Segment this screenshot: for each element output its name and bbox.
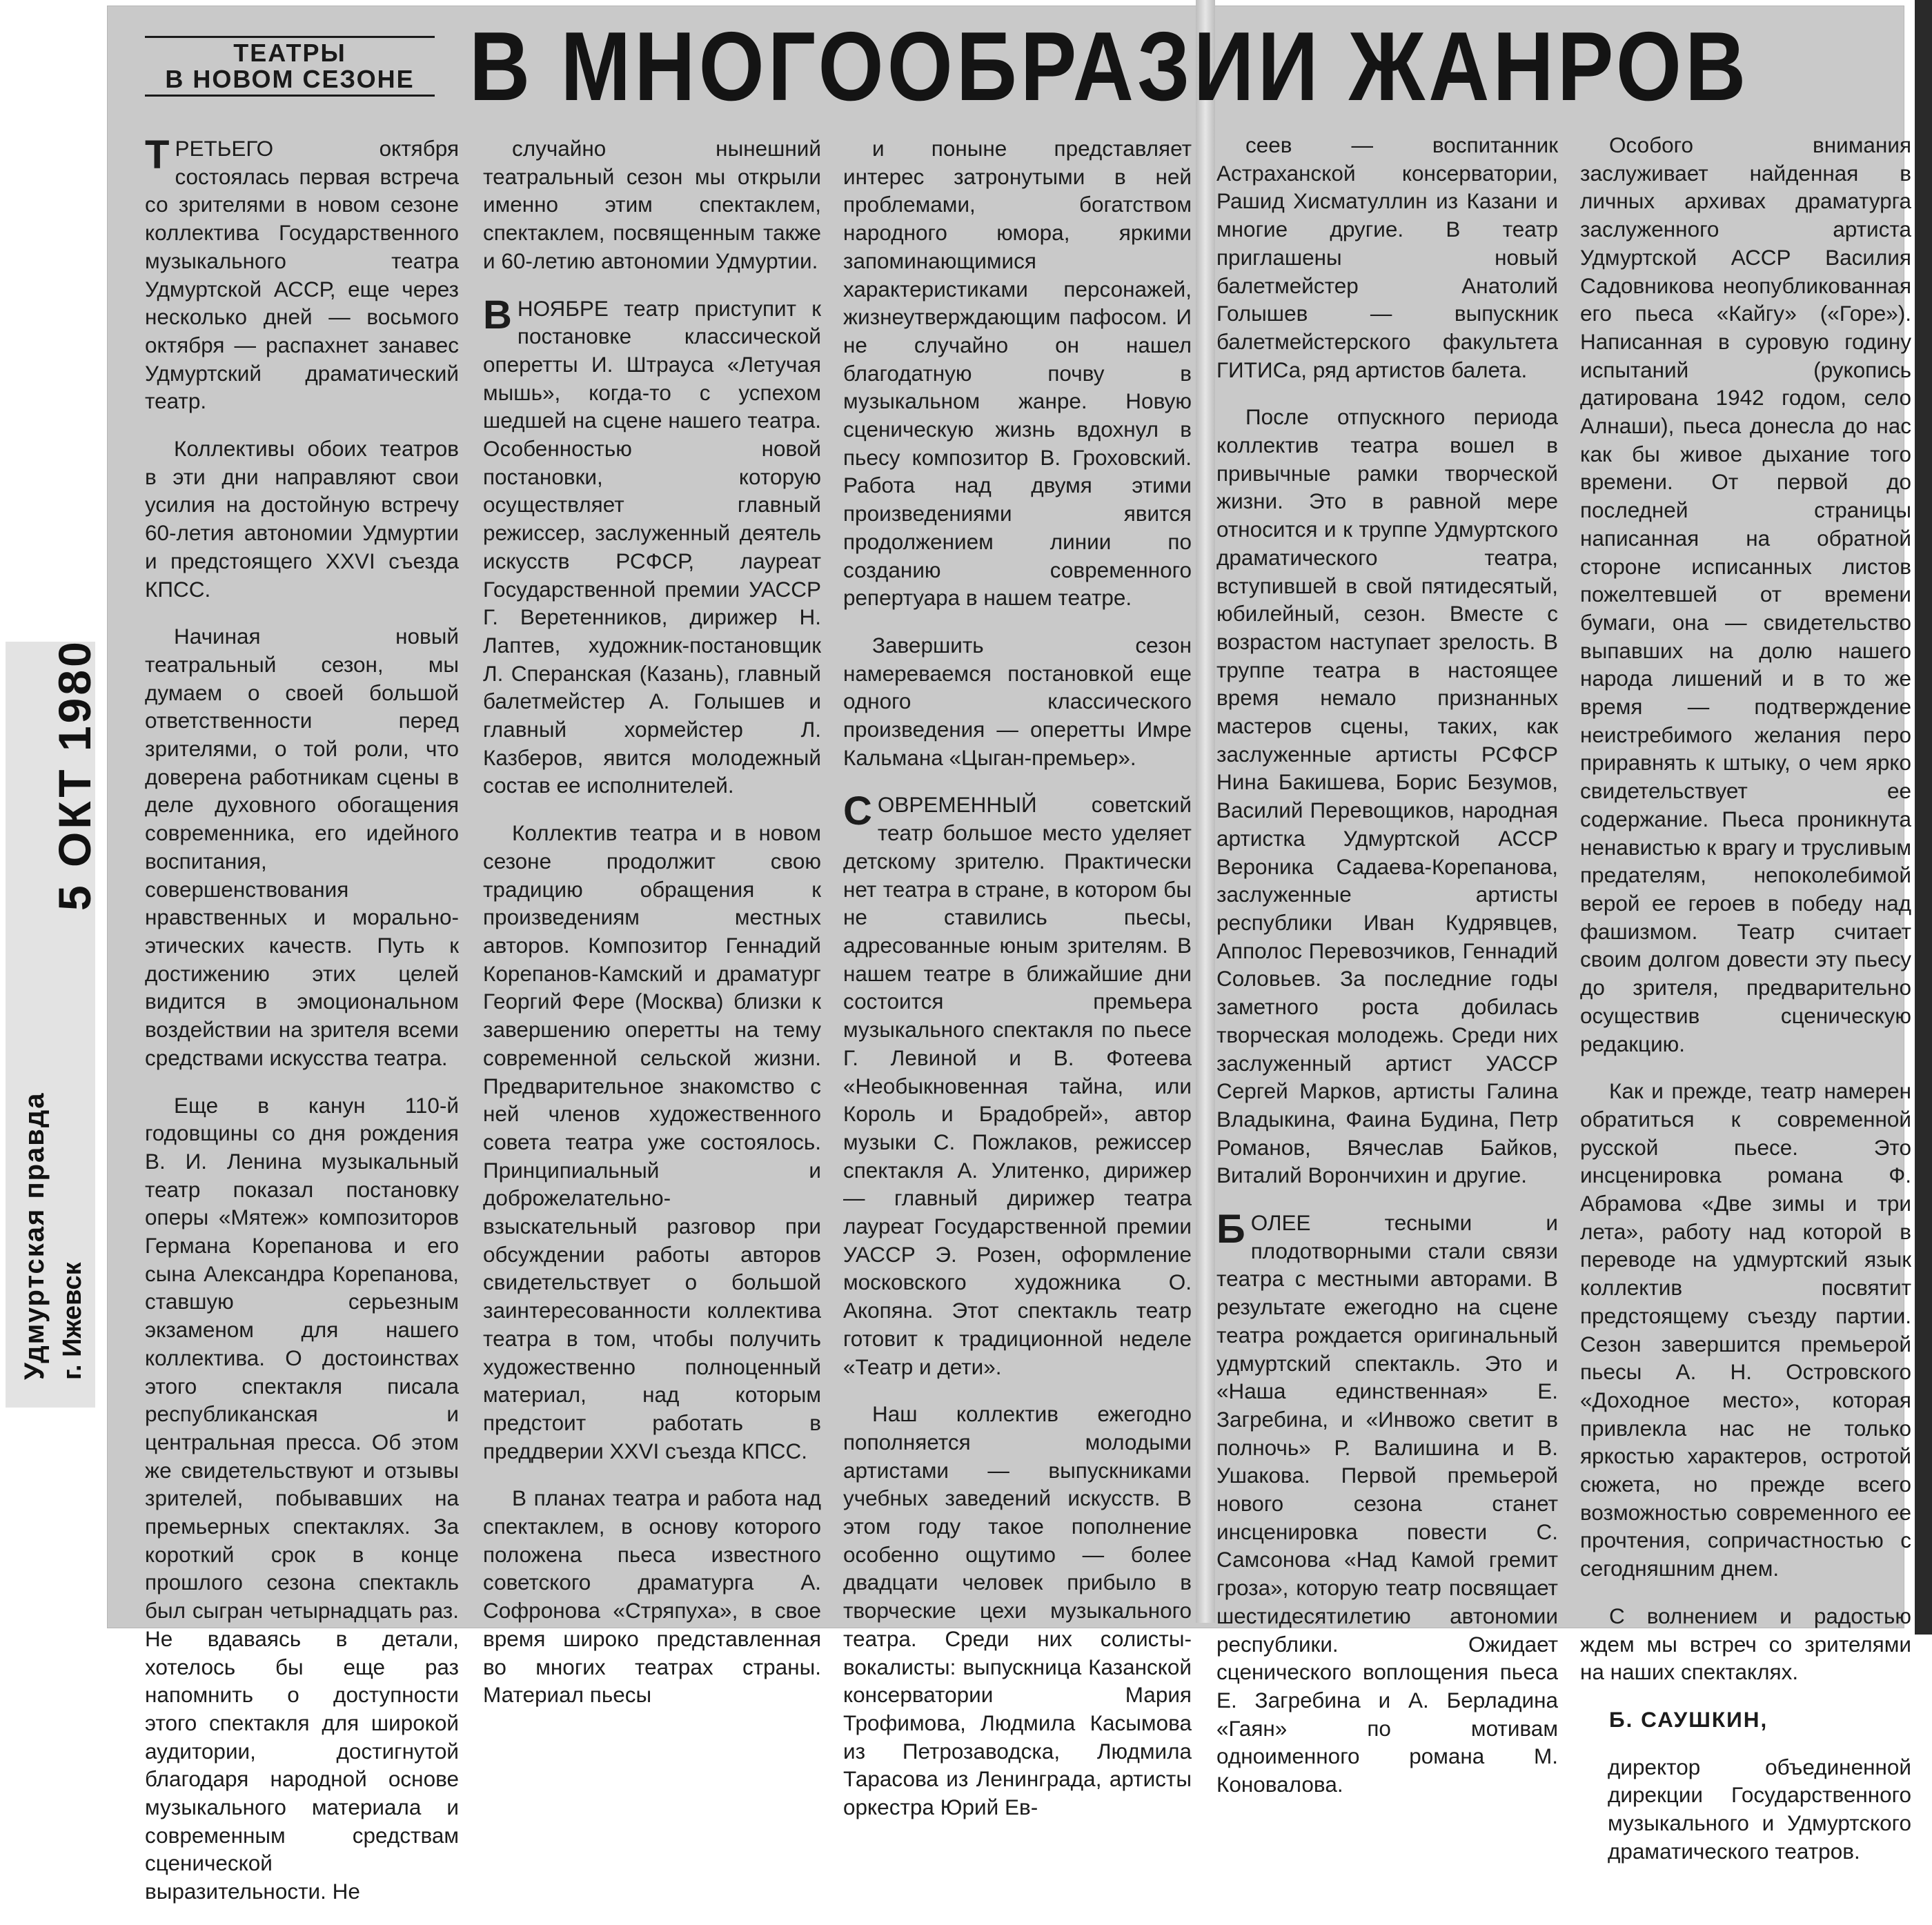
paragraph bbox=[1580, 131, 1911, 1058]
stamp-newspaper-name: Удмуртская правда bbox=[19, 1092, 50, 1380]
column-5-paragraphs bbox=[1580, 131, 1911, 1686]
paper-fold bbox=[1196, 0, 1215, 1623]
rubric bbox=[145, 36, 435, 97]
drop-cap: Б bbox=[1216, 1207, 1245, 1252]
paragraph bbox=[483, 1484, 821, 1709]
paragraph bbox=[1216, 131, 1558, 384]
paragraph-text: НОЯБРЕ театр приступит к постановке классической оперетты И. Штрауса «Летучая мышь», когда-то с успехом шедшей на сцене нашего театра. Особенностью новой постановки, которую осуществляет главный режиссер, заслуженный деятель искусств РСФСР, лауреат Государственной премии УАССР Г. Веретенников, дирижер Н. Лаптев, художник-постановщик Л. Сперанская (Казань), главный балетмейстер А. Голышев и главный хормейстер Л. Казберов, явится молодежный состав ее исполнителей. bbox=[483, 295, 821, 798]
paragraph bbox=[145, 622, 459, 1072]
paragraph-text: Наш коллектив ежегодно пополняется молодыми артистами — выпускниками учебных заведений искусств. В этом году такое пополнение особенно ощутимо — более двадцати человек прибыло в творческие цехи музыкального театра. Среди них солисты-вокалисты: выпускница Казанской консерватории Мария Трофимова, Людмила Касымова из Петрозаводска, Людмила Тарасова из Ленинграда, артисты оркестра Юрий Ев- bbox=[843, 1401, 1192, 1820]
paragraph-text: После отпускного периода коллектив театра вошел в привычные рамки творческой жизни. Это в равной мере относится и к труппе Удмуртского драматического театра, вступившей в свой пятидесятый, юбилейный, сезон. Вместе с возрастом наступает зрелость. В труппе театра в настоящее время немало признанных мастеров сцены, таких, как заслуженные артисты РСФСР Нина Бакишева, Борис Безумов, Василий Перевощиков, народная артистка Удмуртской АССР Вероника Садаева-Корепанова, заслуженные артисты республики Иван Кудрявцев, Апполос Перевозчиков, Геннадий Соловьев. За последние годы заметного роста добилась творческая молодежь. Среди них заслуженный артист УАССР Сергей Марков, артисты Галина Владыкина, Фаина Будина, Петр Романов, Вячеслав Байков, Виталий Ворончихин и другие. bbox=[1216, 404, 1558, 1188]
paragraph-text: Особого внимания заслуживает найденная в личных архивах драматурга заслуженного артиста Удмуртской АССР Василия Садовникова неопубликованная его пьеса «Кайгу» («Горе»). Написанная в суровую годину испытаний (рукопись датирована 1942 годом, село Алнаши), пьеса донесла до нас как бы живое дыхание того времени. От первой до последней страницы написанная на обратной стороне исписанных листов пожелтевшей от времени бумаги, она — свидетельство выпавших на долю нашего народа лишений и в то же время — подтверждение неистребимого желания перо приравнять к штыку, о чем ярко свидетельствует ее содержание. Пьеса проникнута ненавистью к врагу и трусливым предателям, непоколебимой верой ее героев в победу над фашизмом. Театр считает своим долгом довести эту пьесу до зрителя, предварительно осуществив сценическую редакцию. bbox=[1580, 132, 1911, 1056]
article-column-3 bbox=[843, 135, 1192, 1841]
paragraph-text: Еще в канун 110-й годовщины со дня рождения В. И. Ленина музыкальный театр показал постановку оперы «Мятеж» композиторов Германа Корепанова и его сына Александра Корепанова, ставшую серьезным экзаменом для нашего коллектива. О достоинствах этого спектакля писала республиканская и центральная пресса. Об этом же свидетельствуют и отзывы зрителей, побывавших на премьерных спектаклях. За короткий срок в конце прошлого сезона спектакль был сыгран четырнадцать раз. Не вдаваясь в детали, хотелось бы еще раз напомнить о доступности этого спектакля для широкой аудитории, достигнутой благодаря народной основе музыкального материала и современным средствам сценической выразительности. Не bbox=[145, 1092, 459, 1904]
paragraph-text: ОВРЕМЕННЫЙ советский театр большое место уделяет детскому зрителю. Практически нет театра в стране, в котором бы не ставились пьесы, адресованные юным зрителям. В нашем театре в ближайшие дни состоится премьера музыкального спектакля по пьесе Г. Левиной и В. Фотеева «Необыкновенная тайна, или Король и Брадобрей», автор музыки С. Пожлаков, режиссер спектакля А. Улитенко, дирижер — главный дирижер театра лауреат Государственной премии УАССР Э. Розен, оформление московского художника О. Акопяна. Этот спектакль театр готовит к традиционной неделе «Театр и дети». bbox=[843, 792, 1192, 1379]
scan-edge bbox=[1915, 0, 1932, 1635]
article-column-1 bbox=[145, 132, 459, 1925]
paragraph-text: Коллектив театра и в новом сезоне продолжит свою традицию обращения к произведениям местных авторов. Композитор Геннадий Корепанов-Камский и драматург Георгий Фере (Москва) близки к завершению оперетты на тему современной сельской жизни. Предварительное знакомство с ней членов художественного совета театра уже состоялось. Принципиальный и доброжелательно-взыскательный разговор при обсуждении работы авторов свидетельствует о большой заинтересованности коллектива театра в том, чтобы получить художественно полноценный материал, над которым предстоит работать в преддверии XXVI съезда КПСС. bbox=[483, 820, 821, 1463]
paragraph bbox=[1216, 403, 1558, 1189]
signature-role: директор объединенной дирекции Государственного музыкального и Удмуртского драматического театров. bbox=[1608, 1754, 1911, 1864]
stamp-date: 5 ОКТ 1980 bbox=[49, 639, 100, 911]
rubric-line-1: ТЕАТРЫ bbox=[233, 39, 346, 67]
drop-cap: В bbox=[483, 292, 512, 337]
paragraph bbox=[483, 819, 821, 1465]
paragraph bbox=[1216, 1209, 1558, 1799]
signature bbox=[1580, 1706, 1911, 1866]
paragraph bbox=[843, 791, 1192, 1381]
paragraph-text: В планах театра и работа над спектаклем, в основу которого положена пьеса известного советского драматурга А. Софронова «Стряпуха», в свое время широко представленная во многих театрах страны. Материал пьесы bbox=[483, 1485, 821, 1708]
rubric-line-2: В НОВОМ СЕЗОНЕ bbox=[165, 65, 415, 93]
article-column-5 bbox=[1580, 131, 1911, 1865]
signature-name: Б. САУШКИН, bbox=[1609, 1706, 1768, 1732]
paragraph-text: и поныне представляет интерес затронутыми в ней проблемами, богатством народного юмора, яркими запоминающимися характеристиками персонажей, жизнеутверждающим пафосом. И не случайно он нашел благодатную почву в музыкальном жанре. Новую сценическую жизнь вдохнул в пьесу композитор В. Гроховский. Работа над двумя этими произведениями явится продолжением линии по созданию современного репертуара в нашем театре. bbox=[843, 136, 1192, 611]
paragraph-text: С волнением и радостью ждем мы встреч со зрителями на наших спектаклях. bbox=[1580, 1603, 1911, 1685]
article-column-4 bbox=[1216, 131, 1558, 1818]
paragraph bbox=[843, 135, 1192, 612]
paragraph bbox=[145, 435, 459, 603]
drop-cap: Т bbox=[145, 132, 170, 177]
paragraph-text: РЕТЬЕГО октября состоялась первая встреча со зрителями в новом сезоне коллектива Государственного музыкального театра Удмуртской АССР, еще через несколько дней — восьмого октября — распахнет занавес Удмуртский драматический театр. bbox=[145, 136, 459, 414]
paragraph bbox=[145, 132, 459, 415]
paragraph bbox=[483, 292, 821, 800]
paragraph-text: Коллективы обоих театров в эти дни направляют свои усилия на достойную встречу 60-летия автономии Удмуртии и предстоящего XXVI съезда КПСС. bbox=[145, 436, 459, 602]
headline: В МНОГООБРАЗИИ ЖАНРОВ bbox=[469, 12, 1750, 121]
article-column-2 bbox=[483, 135, 821, 1728]
drop-cap: С bbox=[843, 789, 872, 834]
paragraph-text: сеев — воспитанник Астраханской консерватории, Рашид Хисматуллин из Казани и многие другие. В театр приглашены новый балетмейстер Анатолий Голышев — выпускник балетмейстерского факультета ГИТИСа, ряд артистов балета. bbox=[1216, 132, 1558, 382]
paragraph-text: Как и прежде, театр намерен обратиться к современной русской пьесе. Это инсценировка романа Ф. Абрамова «Две зимы и три лета», работу над которой в переводе на удмуртский язык коллектив посвятит предстоящему съезду партии. Сезон завершится премьерой пьесы А. Н. Островского «Доходное место», которая привлекла нас не только яркостью характеров, остротой сюжета, но прежде всего возможностью современного ее прочтения, сопричастностью с сегодняшним днем. bbox=[1580, 1078, 1911, 1581]
rubric-rule-bottom bbox=[145, 95, 435, 97]
paragraph bbox=[483, 135, 821, 275]
paragraph-text: случайно нынешний театральный сезон мы открыли именно этим спектаклем, спектаклем, посвященным также и 60-летию автономии Удмуртии. bbox=[483, 136, 821, 273]
stamp-city: г. Ижевск bbox=[58, 1262, 87, 1380]
paragraph-text: Начиная новый театральный сезон, мы думаем о своей большой ответственности перед зрителями, о той роли, что доверена работникам сцены в деле духовного обогащения современника, его идейного воспитания, совершенствования нравственных и морально-этических качеств. Путь к достижению этих целей видится в эмоциональном воздействии на зрителя всеми средствами искусства театра. bbox=[145, 624, 459, 1070]
paragraph bbox=[145, 1092, 459, 1906]
paragraph-text: ОЛЕЕ тесными и плодотворными стали связи театра с местными авторами. В результате ежегодно на сцене театра рождается оригинальный удмуртский спектакль. Это и «Наша единственная» Е. Загребина, и «Инвожо светит в полночь» Р. Валишина и В. Ушакова. Первой премьерой нового сезона станет инсценировка повести С. Самсонова «Над Камой гремит гроза», которую театр посвящает шестидесятилетию автономии республики. Ожидает сценического воплощения пьеса Е. Загребина и А. Берладина «Гаян» по мотивам одноименного романа М. Коновалова. bbox=[1216, 1210, 1558, 1797]
paragraph bbox=[843, 1400, 1192, 1822]
rubric-rule-top bbox=[145, 36, 435, 38]
paragraph-text: Завершить сезон намереваемся постановкой еще одного классического произведения — оперетты Имре Кальмана «Цыган-премьер». bbox=[843, 632, 1192, 770]
paragraph bbox=[1580, 1077, 1911, 1583]
paragraph bbox=[843, 631, 1192, 772]
paragraph bbox=[1580, 1602, 1911, 1686]
